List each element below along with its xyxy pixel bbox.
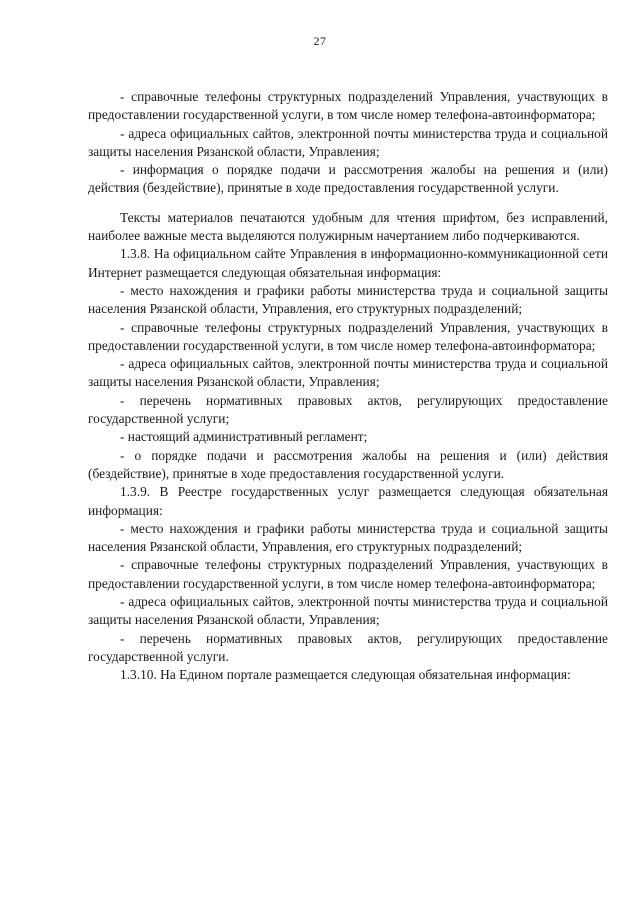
list-item-websites: - адреса официальных сайтов, электронной почты министерства труда и социальной защиты населения Рязанской области, Управления; [88,594,608,628]
list-item-legal-acts: - перечень нормативных правовых актов, регулирующих предоставление государственной услуги. [88,630,608,664]
list-item-regulation: - настоящий административный регламент; [120,429,368,445]
list-item-websites: - адреса официальных сайтов, электронной почты министерства труда и социальной защиты населения Рязанской области, Управления; [88,356,608,390]
section-1-3-10: 1.3.10. На Едином портале размещается следующая обязательная информация: [120,667,571,683]
list-item-legal-acts: - перечень нормативных правовых актов, регулирующих предоставление государственной услуги; [88,392,608,427]
list-item-phones: - справочные телефоны структурных подразделений Управления, участвующих в предоставлении государственной услуги, в том числе номер телефона-автоинформатора; [88,557,608,591]
list-item-phones: - справочные телефоны структурных подразделений Управления, участвующих в предоставлении государственной услуги, в том числе номер телефона-автоинформатора; [88,319,608,353]
list-item-websites: - адреса официальных сайтов, электронной почты министерства труда и социальной защиты населения Рязанской области, Управления; [88,125,608,159]
list-item-phones: - справочные телефоны структурных подразделений Управления, участвующих в предоставлении государственной услуги, в том числе номер телефона-автоинформатора; [88,89,608,123]
section-1-3-8: 1.3.8. На официальном сайте Управления в информационно-коммуникационной сети Интернет размещается следующая обязательная информация: [88,246,608,280]
page-number: 27 [313,34,327,48]
list-item-location: - место нахождения и графики работы министерства труда и социальной защиты населения Рязанской области, Управления, его структурных подразделений; [88,520,608,555]
list-item-location: - место нахождения и графики работы министерства труда и социальной защиты населения Рязанской области, Управления, его структурных подразделений; [88,282,608,317]
paragraph-text-formatting: Тексты материалов печатаются удобным для чтения шрифтом, без исправлений, наиболее важные места выделяются полужирным начертанием либо подчеркиваются. [88,209,608,244]
document-body [88,88,608,685]
list-item-complaints: - информация о порядке подачи и рассмотрения жалобы на решения и (или) действия (бездействие), принятые в ходе предоставления государственной услуги. [88,162,608,196]
section-1-3-9: 1.3.9. В Реестре государственных услуг размещается следующая обязательная информация: [88,484,608,518]
list-item-complaints: - о порядке подачи и рассмотрения жалобы на решения и (или) действия (бездействие), принятые в ходе предоставления государственной услуги. [88,447,608,481]
